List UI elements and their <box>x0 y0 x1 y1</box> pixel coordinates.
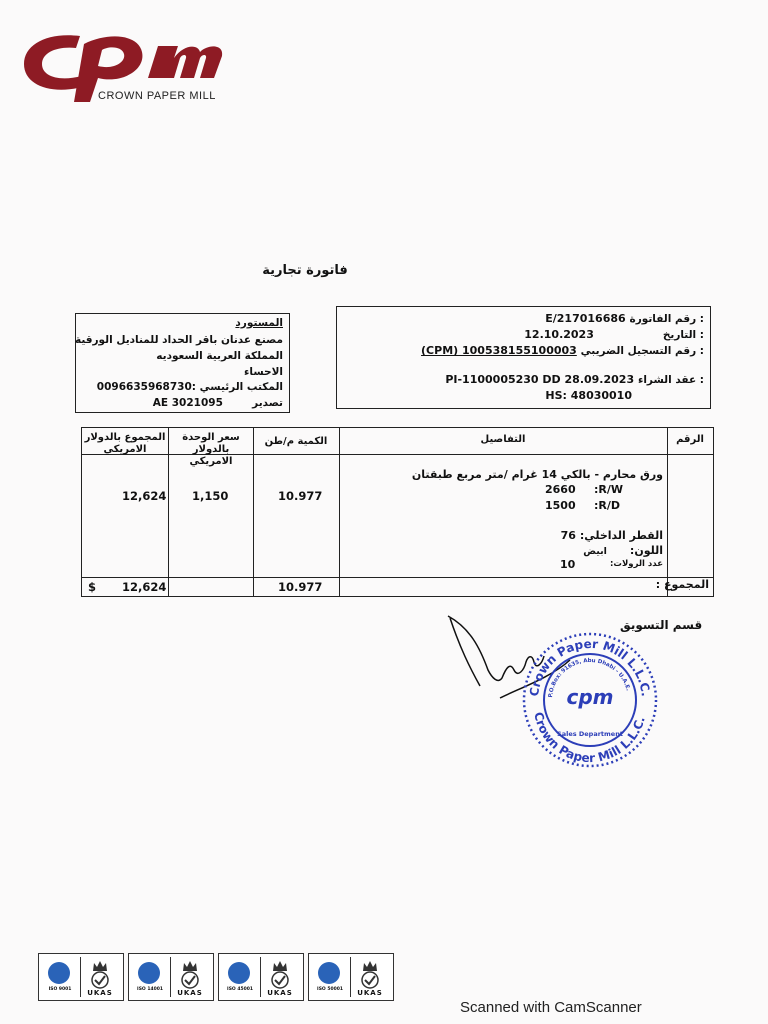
cert-standard: ISO 9001 <box>48 987 72 992</box>
footer-label: المجموع : <box>655 578 709 591</box>
invoice-number-label: رقم الفاتورة : <box>629 313 704 325</box>
nqa-icon <box>318 962 340 984</box>
consignee-export-value: AE 3021095 <box>152 397 223 409</box>
company-name: CROWN PAPER MILL <box>98 90 216 102</box>
row-total: 12,624 <box>122 489 167 503</box>
table-footer-divider <box>82 577 713 578</box>
purchase-contract-line <box>337 373 704 386</box>
stamp-top-text: Crown Paper Mill L.L.C. <box>527 636 653 698</box>
cert-standard: ISO 45001 <box>227 987 253 992</box>
row-rd-value: 1500 <box>545 499 576 512</box>
hs-code: HS: 48030010 <box>545 389 632 402</box>
cert-body: UKAS <box>87 989 113 997</box>
consignee-city: الاحساء <box>244 366 283 378</box>
items-table <box>81 427 714 597</box>
marketing-department-label: قسم التسويق <box>620 618 703 632</box>
header-details: التفاصيل <box>480 434 526 445</box>
row-unit-price: 1,150 <box>192 489 229 503</box>
consignee-office-line <box>97 381 283 393</box>
invoice-number-value: E/217016686 <box>545 312 626 325</box>
consignee-name: مصنع عدنان باقر الحداد للمناديل الورقية <box>74 334 283 346</box>
row-description: ورق محارم - بالكي 14 غرام /متر مربع طبقتان <box>411 468 663 481</box>
nqa-icon <box>228 962 250 984</box>
document-title: فاتورة تجارية <box>262 263 348 278</box>
row-color <box>583 544 663 557</box>
purchase-contract-label: عقد الشراء : <box>637 374 704 386</box>
consignee-country: المملكة العربية السعوديه <box>156 350 283 362</box>
certification-badge <box>128 953 214 1001</box>
checkmark-icon <box>269 971 291 989</box>
certification-badges <box>38 953 394 1001</box>
header-total: المجموع بالدولار الامريكي <box>84 432 166 455</box>
footer-quantity: 10.977 <box>278 580 323 594</box>
invoice-date-label: التاريخ : <box>662 329 704 341</box>
checkmark-icon <box>179 971 201 989</box>
tax-number-label: رقم التسجيل الضريبي : <box>580 345 704 357</box>
cert-body: UKAS <box>357 989 383 997</box>
invoice-info-box <box>336 306 711 409</box>
row-rolls-value: 10 <box>560 558 576 571</box>
checkmark-icon <box>89 971 111 989</box>
cert-body: UKAS <box>267 989 293 997</box>
col-divider-4 <box>667 428 668 596</box>
consignee-office-label: المكتب الرئيسي <box>199 381 283 393</box>
consignee-office-value: 0096635968730: <box>96 381 196 393</box>
cert-body: UKAS <box>177 989 203 997</box>
scanner-watermark: Scanned with CamScanner <box>460 999 642 1016</box>
row-quantity: 10.977 <box>278 489 323 503</box>
logo-c-shape <box>24 35 82 89</box>
footer-total: 12,624 <box>122 580 167 594</box>
invoice-date-value: 12.10.2023 <box>524 328 594 341</box>
row-inner-label: القطر الداخلي: <box>579 529 663 542</box>
row-inner-diameter <box>561 529 663 542</box>
cert-standard: ISO 50001 <box>317 987 343 992</box>
consignee-export-label: تصدير <box>252 397 283 409</box>
col-divider-3 <box>339 428 340 596</box>
header-unit-price: سعر الوحدة بالدولار الامريكي <box>182 432 240 467</box>
logo-m-shape <box>148 46 222 78</box>
company-stamp <box>520 630 660 770</box>
tax-number-line <box>337 344 704 357</box>
checkmark-icon <box>359 971 381 989</box>
cert-standard: ISO 14001 <box>137 987 163 992</box>
header-quantity: الكمية م/طن <box>264 436 328 447</box>
row-rd-label: :R/D <box>594 499 621 512</box>
stamp-logo: cpm <box>566 685 614 709</box>
row-color-value: ابيض <box>583 546 607 557</box>
footer-currency: $ <box>88 580 97 594</box>
tax-number-value: (CPM) 100538155100003 <box>421 344 577 357</box>
certification-badge <box>38 953 124 1001</box>
purchase-contract-value: PI-1100005230 DD 28.09.2023 <box>445 373 635 386</box>
nqa-icon <box>138 962 160 984</box>
certification-badge <box>308 953 394 1001</box>
stamp-bottom-text: Crown Paper Mill L.L.C. <box>531 710 648 766</box>
invoice-number-line <box>337 312 704 325</box>
col-divider-1 <box>168 428 169 596</box>
stamp-sales-department: Sales Department <box>557 730 623 738</box>
row-color-label: اللون: <box>629 544 663 557</box>
row-rw-value: 2660 <box>545 483 576 496</box>
consignee-export-line <box>153 397 283 409</box>
consignee-box <box>75 313 290 413</box>
row-inner-value: 76 <box>560 529 576 542</box>
col-divider-2 <box>253 428 254 596</box>
row-rolls-label: عدد الرولات: <box>610 559 663 569</box>
certification-badge <box>218 953 304 1001</box>
stamp-pobox-text: P.O.Box: 91635, Abu Dhabi - U.A.E. <box>548 657 631 698</box>
header-number: الرقم <box>676 434 704 445</box>
row-rw-label: :R/W <box>594 483 624 496</box>
nqa-icon <box>48 962 70 984</box>
consignee-heading: المستورد <box>235 317 283 329</box>
invoice-date-line <box>337 328 704 341</box>
